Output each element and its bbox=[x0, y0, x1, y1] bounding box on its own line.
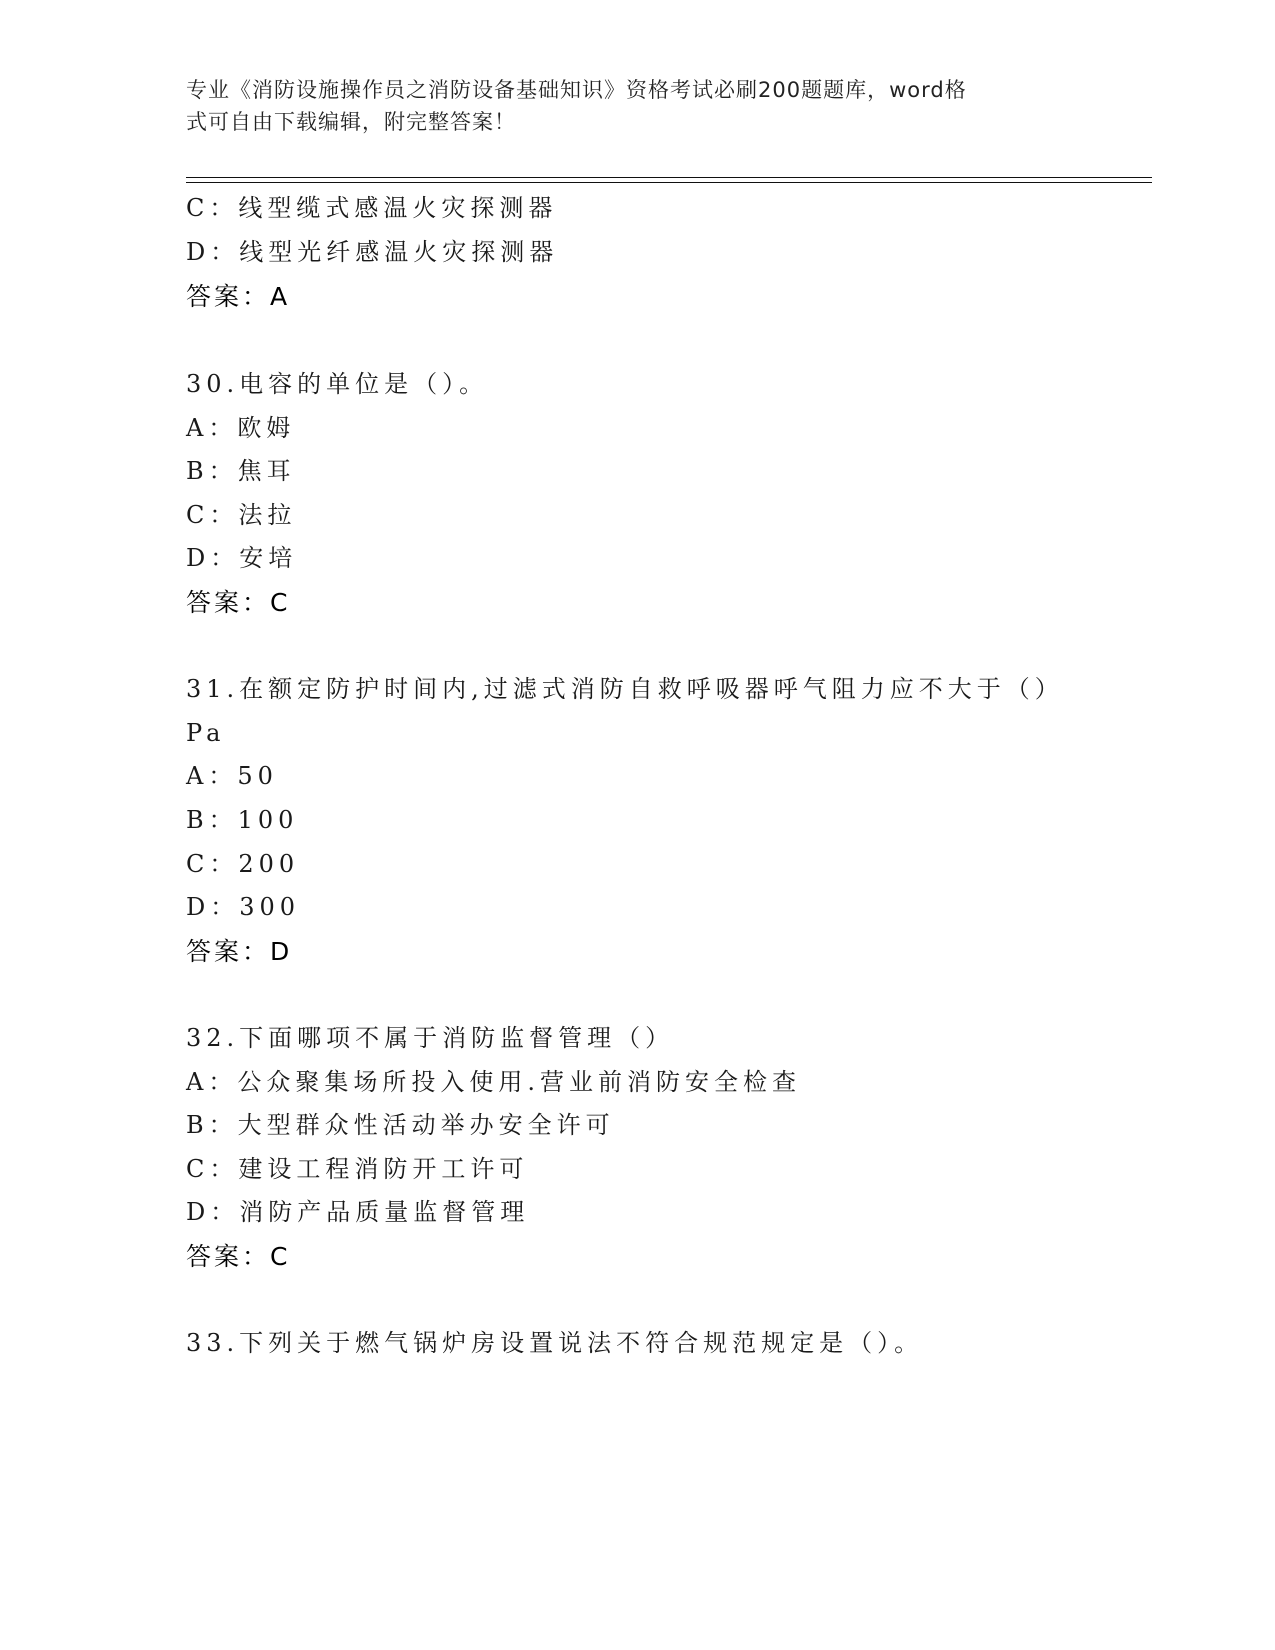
q30-option-c: C：法拉 bbox=[186, 501, 297, 529]
q31-option-d: D：300 bbox=[186, 893, 301, 921]
q31-option-c: C：200 bbox=[186, 850, 300, 878]
q32-option-b: B：大型群众性活动举办安全许可 bbox=[186, 1111, 615, 1139]
question-31-continued: Pa bbox=[186, 719, 226, 747]
answer-prev: 答案：A bbox=[186, 282, 291, 311]
q31-option-b: B：100 bbox=[186, 806, 299, 834]
q31-answer: 答案：D bbox=[186, 937, 293, 966]
header-divider-bottom bbox=[186, 182, 1152, 183]
q31-option-a: A：50 bbox=[186, 762, 278, 790]
question-31: 31.在额定防护时间内,过滤式消防自救呼吸器呼气阻力应不大于（） bbox=[186, 675, 1064, 703]
document-header bbox=[186, 74, 1066, 138]
option-c-prev: C：线型缆式感温火灾探测器 bbox=[186, 194, 558, 222]
header-line-2: 式可自由下载编辑，附完整答案！ bbox=[186, 110, 516, 134]
q32-option-a: A：公众聚集场所投入使用.营业前消防安全检查 bbox=[186, 1068, 801, 1096]
q30-option-a: A：欧姆 bbox=[186, 414, 296, 442]
header-line-1: 专业《消防设施操作员之消防设备基础知识》资格考试必刷200题题库，word格 bbox=[186, 78, 967, 102]
question-32: 32.下面哪项不属于消防监督管理（） bbox=[186, 1024, 675, 1052]
q32-answer: 答案：C bbox=[186, 1242, 291, 1271]
header-divider-top bbox=[186, 177, 1152, 178]
q30-option-d: D：安培 bbox=[186, 544, 298, 572]
q30-option-b: B：焦耳 bbox=[186, 457, 296, 485]
option-d-prev: D：线型光纤感温火灾探测器 bbox=[186, 238, 559, 266]
question-33: 33.下列关于燃气锅炉房设置说法不符合规范规定是（）。 bbox=[186, 1329, 924, 1357]
q32-option-d: D：消防产品质量监督管理 bbox=[186, 1198, 530, 1226]
q32-option-c: C：建设工程消防开工许可 bbox=[186, 1155, 529, 1183]
question-30: 30.电容的单位是（）。 bbox=[186, 370, 489, 398]
q30-answer: 答案：C bbox=[186, 588, 291, 617]
